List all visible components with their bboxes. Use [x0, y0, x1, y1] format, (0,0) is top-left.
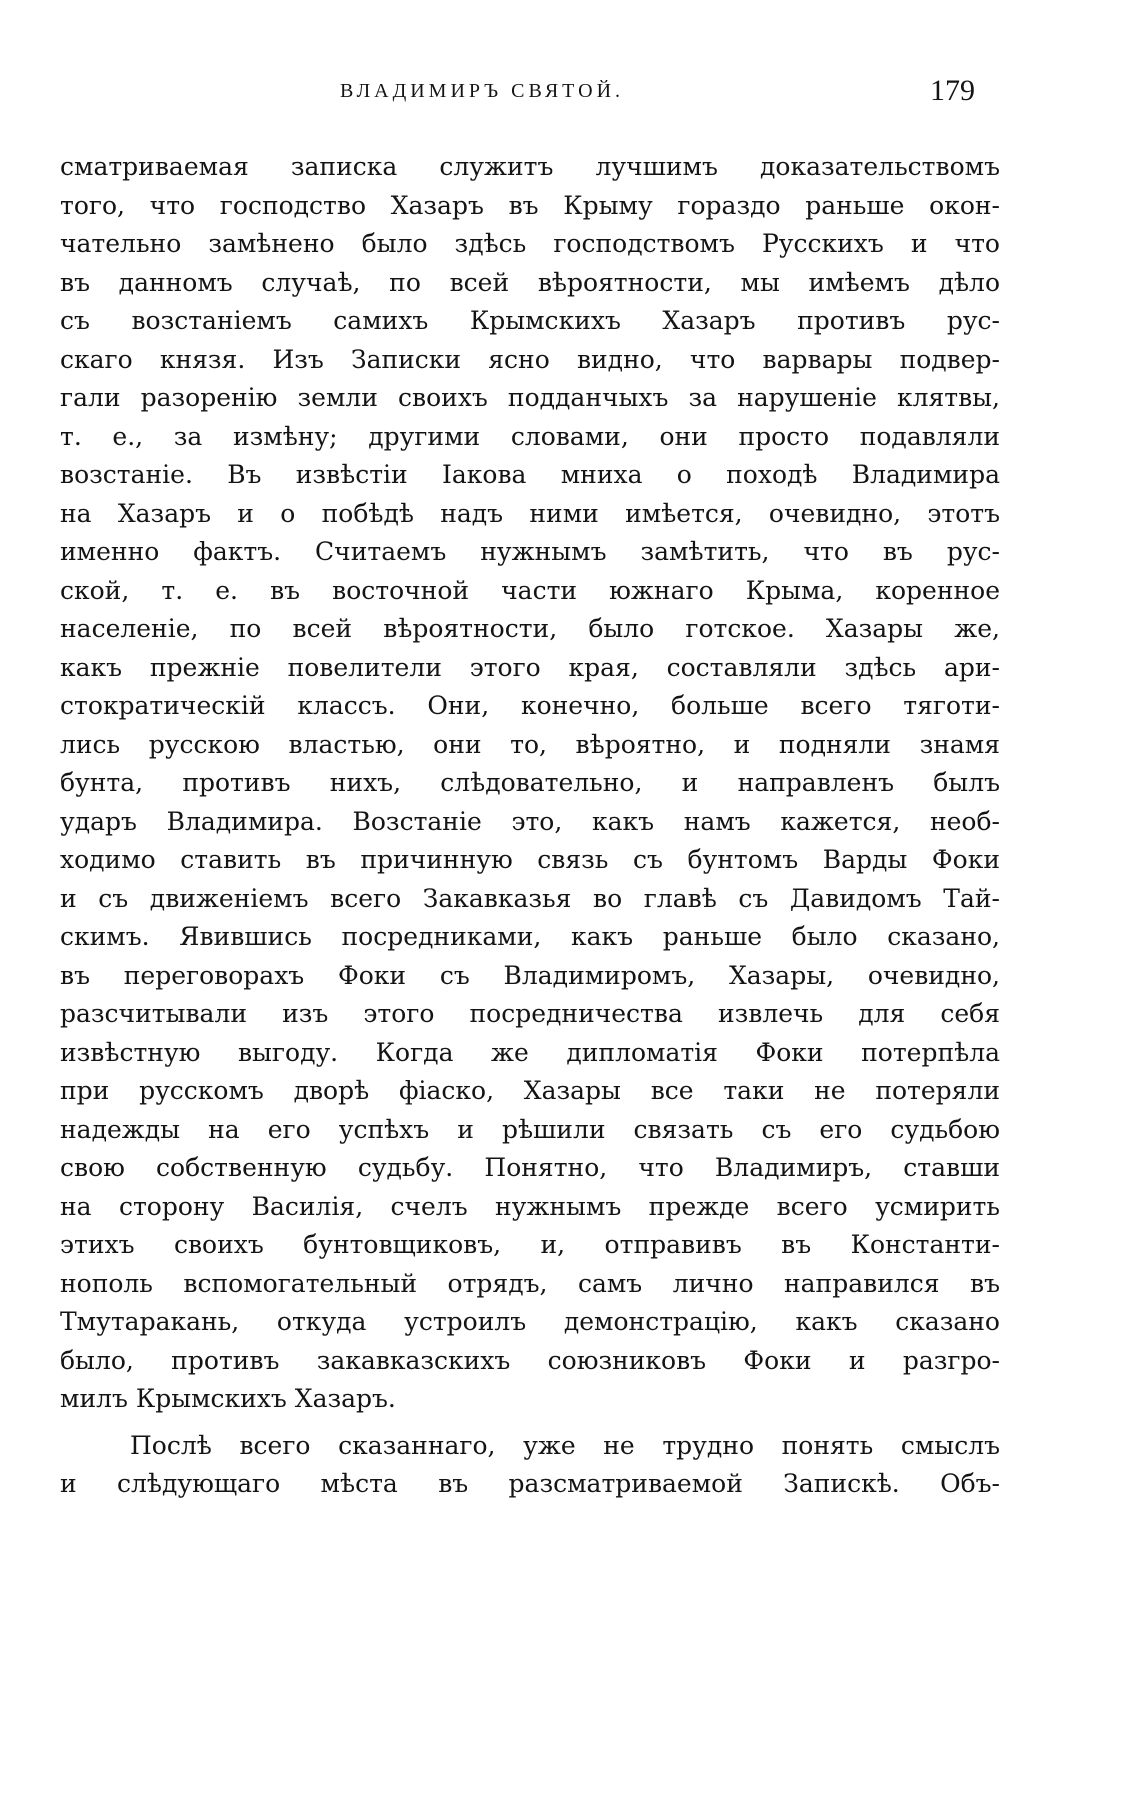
text-line: на Хазаръ и о побѣдѣ надъ ними имѣется, очевидно, этотъ — [60, 498, 1000, 528]
text-line: надежды на его успѣхъ и рѣшили связать съ его судьбою — [60, 1114, 1000, 1144]
text-line: сматриваемая записка служитъ лучшимъ доказательствомъ — [60, 152, 1000, 181]
text-line: и съ движеніемъ всего Закавказья во главѣ съ Давидомъ Тай- — [60, 883, 1000, 913]
text-line: и слѣдующаго мѣста въ разсматриваемой Запискѣ. Объ- — [60, 1469, 1000, 1498]
paragraph-2 — [60, 1427, 1000, 1504]
text-line: бунта, противъ нихъ, слѣдовательно, и направленъ былъ — [60, 768, 1000, 797]
text-line: стократическій классъ. Они, конечно, больше всего тяготи- — [60, 691, 1000, 720]
text-line: милъ Крымскихъ Хазаръ. — [60, 1384, 396, 1413]
text-line: гали разоренію земли своихъ подданчыхъ за нарушеніе клятвы, — [60, 383, 1000, 412]
text-line: на сторону Василія, счелъ нужнымъ прежде всего усмирить — [60, 1191, 1000, 1221]
text-line: населеніе, по всей вѣроятности, было готское. Хазары же, — [60, 614, 1000, 643]
text-line: этихъ своихъ бунтовщиковъ, и, отправивъ въ Константи- — [60, 1230, 1000, 1259]
text-line: скимъ. Явившись посредниками, какъ раньше было сказано, — [60, 922, 1000, 951]
text-line: чательно замѣнено было здѣсь господствомъ Русскихъ и что — [60, 229, 1000, 258]
text-line: лись русскою властью, они то, вѣроятно, и подняли знамя — [60, 729, 1000, 759]
text-line: именно фактъ. Считаемъ нужнымъ замѣтить, что въ рус- — [60, 537, 1000, 566]
body-text — [60, 148, 1000, 1504]
page-number: 179 — [930, 74, 975, 107]
text-line: съ возстаніемъ самихъ Крымскихъ Хазаръ противъ рус- — [60, 306, 1000, 335]
text-line: при русскомъ дворѣ фіаско, Хазары все таки не потеряли — [60, 1076, 1000, 1105]
text-line: въ данномъ случаѣ, по всей вѣроятности, мы имѣемъ дѣло — [60, 267, 1000, 297]
text-line: Послѣ всего сказаннаго, уже не трудно понять смыслъ — [130, 1430, 1000, 1460]
text-line: ударъ Владимира. Возстаніе это, какъ намъ кажется, необ- — [60, 806, 1000, 836]
paragraph-1 — [60, 148, 1000, 1419]
text-line: ской, т. е. въ восточной части южнаго Крыма, коренное — [60, 575, 1000, 605]
text-line: скаго князя. Изъ Записки ясно видно, что варвары подвер- — [60, 344, 1000, 374]
text-line: разсчитывали изъ этого посредничества извлечь для себя — [60, 999, 1000, 1028]
text-line: Тмутаракань, откуда устроилъ демонстрацію, какъ сказано — [60, 1307, 1000, 1336]
text-line: того, что господство Хазаръ въ Крыму гораздо раньше окон- — [60, 190, 1000, 220]
text-line: т. е., за измѣну; другими словами, они просто подавляли — [60, 421, 1000, 451]
text-line: было, противъ закавказскихъ союзниковъ Фоки и разгро- — [60, 1345, 1000, 1375]
text-line: какъ прежніе повелители этого края, составляли здѣсь ари- — [60, 652, 1000, 682]
text-line: ходимо ставить въ причинную связь съ бунтомъ Варды Фоки — [60, 845, 1000, 874]
text-line: извѣстную выгоду. Когда же дипломатія Фоки потерпѣла — [60, 1037, 1000, 1067]
text-line: возстаніе. Въ извѣстіи Іакова мниха о походѣ Владимира — [60, 460, 1000, 489]
text-line: нополь вспомогательный отрядъ, самъ лично направился въ — [60, 1268, 1000, 1298]
running-title: ВЛАДИМИРЪ СВЯТОЙ. — [340, 80, 625, 102]
text-line: въ переговорахъ Фоки съ Владимиромъ, Хазары, очевидно, — [60, 960, 1000, 990]
text-line: свою собственную судьбу. Понятно, что Владимиръ, ставши — [60, 1153, 1000, 1182]
